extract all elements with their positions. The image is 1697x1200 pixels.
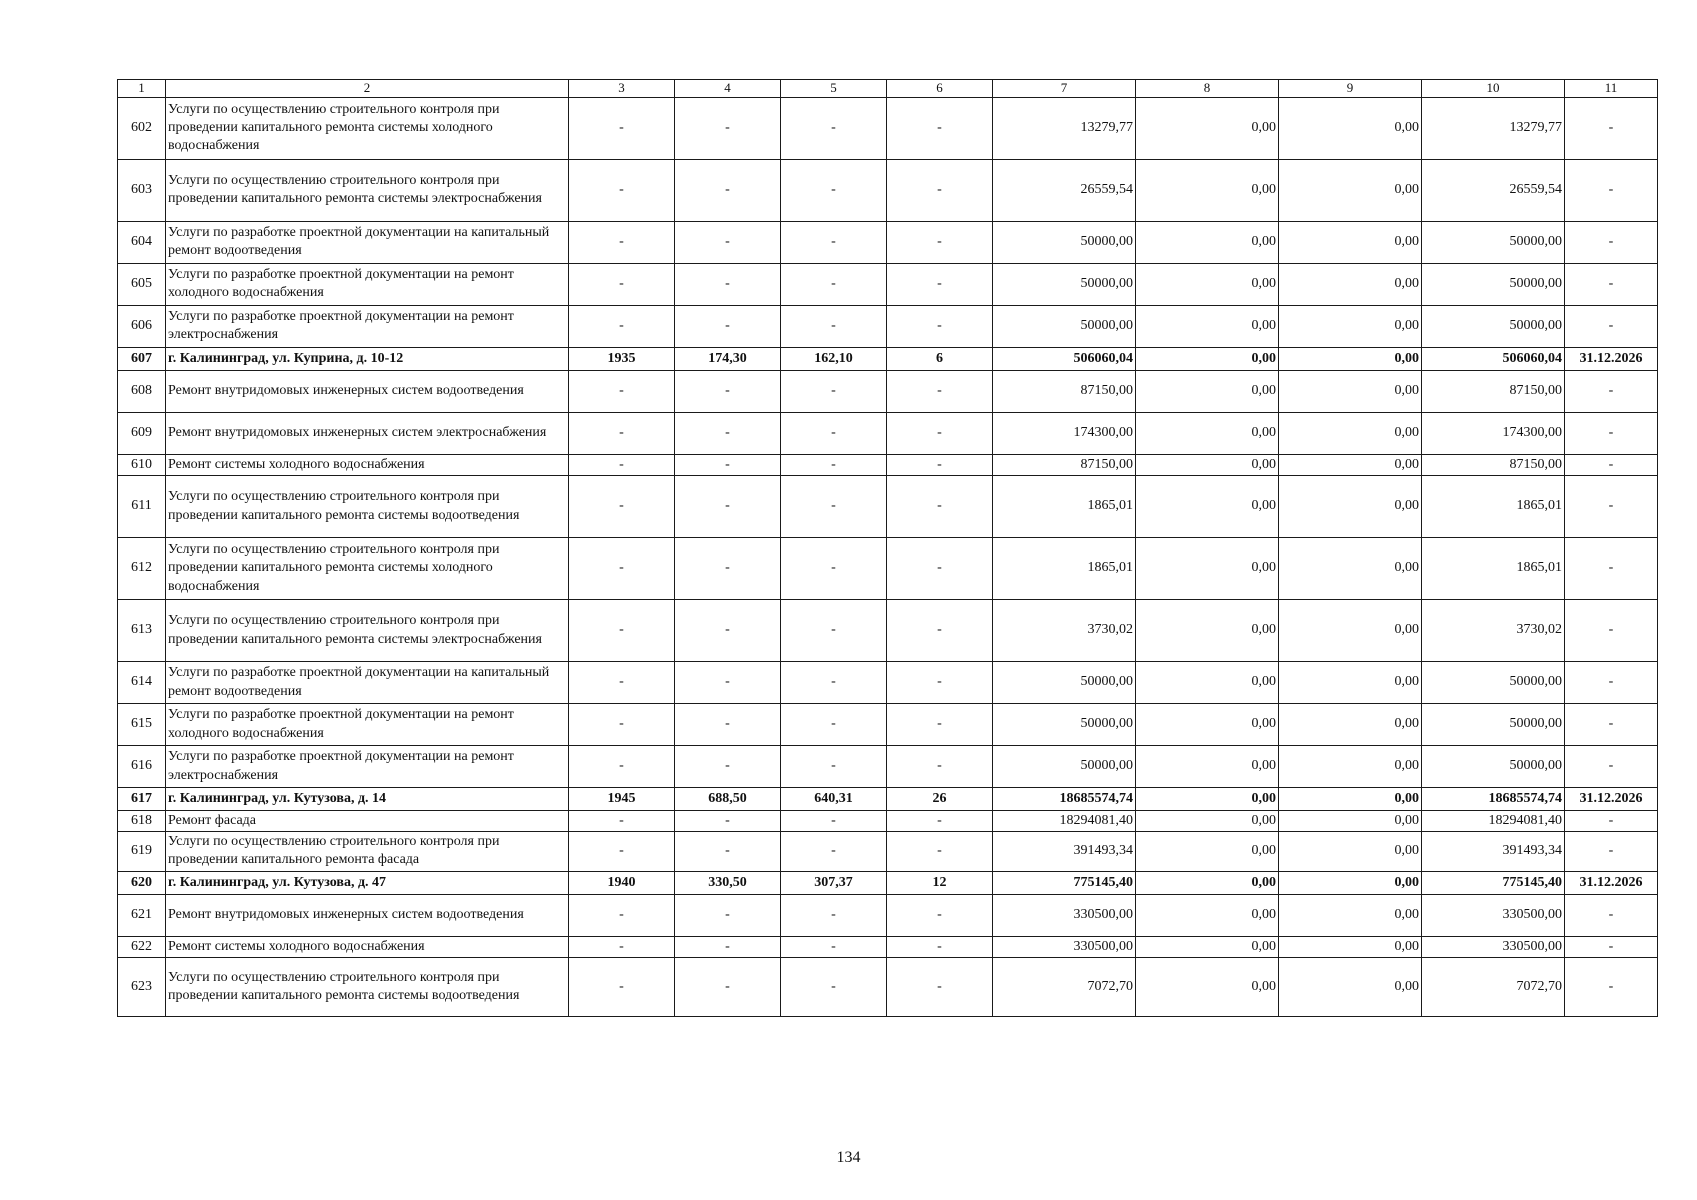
work-description-cell: Услуги по разработке проектной документации на капитальный ремонт водоотведения (166, 662, 569, 704)
header-cell-3: 3 (569, 80, 675, 98)
living-area-cell: - (781, 811, 887, 832)
cost-col-8-cell: 0,00 (1136, 263, 1279, 305)
total-area-cell: - (675, 936, 781, 957)
table-row (118, 97, 1658, 159)
total-area-cell: - (675, 600, 781, 662)
residents-count-cell: - (887, 305, 993, 347)
living-area-cell: - (781, 97, 887, 159)
year-built-cell: - (569, 412, 675, 454)
work-description-cell: Ремонт системы холодного водоснабжения (166, 936, 569, 957)
header-cell-4: 4 (675, 80, 781, 98)
living-area-cell: - (781, 305, 887, 347)
page-number: 134 (836, 1149, 861, 1166)
table-row (118, 454, 1658, 475)
total-area-cell: - (675, 538, 781, 600)
work-description-cell: Услуги по осуществлению строительного контроля при проведении капитального ремонта системы холодного водоснабжения (166, 538, 569, 600)
year-built-cell: - (569, 662, 675, 704)
header-cell-9: 9 (1279, 80, 1422, 98)
residents-count-cell: - (887, 454, 993, 475)
year-built-cell: - (569, 936, 675, 957)
cost-col-10-cell: 50000,00 (1422, 746, 1565, 788)
living-area-cell: - (781, 704, 887, 746)
table-row (118, 662, 1658, 704)
total-area-cell: - (675, 221, 781, 263)
residents-count-cell: - (887, 894, 993, 936)
total-cost-cell: 50000,00 (993, 662, 1136, 704)
row-number-cell: 605 (118, 263, 166, 305)
year-built-cell: 1940 (569, 871, 675, 894)
residents-count-cell: - (887, 811, 993, 832)
cost-col-8-cell: 0,00 (1136, 600, 1279, 662)
residents-count-cell: - (887, 476, 993, 538)
work-description-cell: Услуги по осуществлению строительного контроля при проведении капитального ремонта системы электроснабжения (166, 600, 569, 662)
total-area-cell: - (675, 263, 781, 305)
cost-col-10-cell: 506060,04 (1422, 347, 1565, 370)
address-row (118, 871, 1658, 894)
total-area-cell: - (675, 370, 781, 412)
row-number-cell: 610 (118, 454, 166, 475)
work-description-cell: г. Калининград, ул. Куприна, д. 10-12 (166, 347, 569, 370)
cost-col-8-cell: 0,00 (1136, 894, 1279, 936)
total-cost-cell: 50000,00 (993, 263, 1136, 305)
row-number-cell: 604 (118, 221, 166, 263)
header-cell-2: 2 (166, 80, 569, 98)
cost-col-9-cell: 0,00 (1279, 957, 1422, 1016)
work-description-cell: г. Калининград, ул. Кутузова, д. 14 (166, 788, 569, 811)
cost-col-10-cell: 87150,00 (1422, 370, 1565, 412)
total-area-cell: - (675, 412, 781, 454)
living-area-cell: - (781, 476, 887, 538)
living-area-cell: - (781, 454, 887, 475)
work-description-cell: Услуги по разработке проектной документации на ремонт холодного водоснабжения (166, 263, 569, 305)
residents-count-cell: - (887, 538, 993, 600)
completion-date-cell: - (1565, 746, 1658, 788)
total-area-cell: - (675, 832, 781, 871)
table-row (118, 600, 1658, 662)
residents-count-cell: - (887, 600, 993, 662)
total-area-cell: - (675, 476, 781, 538)
total-area-cell: - (675, 704, 781, 746)
cost-col-10-cell: 26559,54 (1422, 159, 1565, 221)
year-built-cell: 1945 (569, 788, 675, 811)
header-cell-1: 1 (118, 80, 166, 98)
cost-col-10-cell: 50000,00 (1422, 305, 1565, 347)
completion-date-cell: - (1565, 811, 1658, 832)
work-description-cell: Услуги по разработке проектной документации на ремонт электроснабжения (166, 746, 569, 788)
table-row (118, 936, 1658, 957)
cost-col-9-cell: 0,00 (1279, 97, 1422, 159)
residents-count-cell: - (887, 412, 993, 454)
total-area-cell: - (675, 454, 781, 475)
living-area-cell: 307,37 (781, 871, 887, 894)
cost-col-8-cell: 0,00 (1136, 305, 1279, 347)
table-row (118, 704, 1658, 746)
table-row (118, 221, 1658, 263)
cost-col-8-cell: 0,00 (1136, 476, 1279, 538)
cost-col-8-cell: 0,00 (1136, 936, 1279, 957)
work-description-cell: г. Калининград, ул. Кутузова, д. 47 (166, 871, 569, 894)
total-cost-cell: 13279,77 (993, 97, 1136, 159)
year-built-cell: - (569, 832, 675, 871)
work-description-cell: Услуги по осуществлению строительного контроля при проведении капитального ремонта системы электроснабжения (166, 159, 569, 221)
work-description-cell: Услуги по осуществлению строительного контроля при проведении капитального ремонта системы холодного водоснабжения (166, 97, 569, 159)
cost-col-10-cell: 18294081,40 (1422, 811, 1565, 832)
completion-date-cell: - (1565, 97, 1658, 159)
row-number-cell: 619 (118, 832, 166, 871)
total-area-cell: 330,50 (675, 871, 781, 894)
address-row (118, 788, 1658, 811)
residents-count-cell: - (887, 97, 993, 159)
row-number-cell: 623 (118, 957, 166, 1016)
year-built-cell: - (569, 221, 675, 263)
year-built-cell: - (569, 894, 675, 936)
completion-date-cell: - (1565, 476, 1658, 538)
row-number-cell: 609 (118, 412, 166, 454)
cost-col-10-cell: 1865,01 (1422, 476, 1565, 538)
year-built-cell: - (569, 97, 675, 159)
cost-col-8-cell: 0,00 (1136, 832, 1279, 871)
cost-col-8-cell: 0,00 (1136, 370, 1279, 412)
total-area-cell: - (675, 97, 781, 159)
residents-count-cell: 12 (887, 871, 993, 894)
completion-date-cell: - (1565, 894, 1658, 936)
cost-col-8-cell: 0,00 (1136, 704, 1279, 746)
cost-col-10-cell: 1865,01 (1422, 538, 1565, 600)
total-area-cell: - (675, 894, 781, 936)
cost-col-8-cell: 0,00 (1136, 221, 1279, 263)
total-cost-cell: 50000,00 (993, 704, 1136, 746)
work-description-cell: Услуги по разработке проектной документации на ремонт холодного водоснабжения (166, 704, 569, 746)
living-area-cell: - (781, 832, 887, 871)
total-cost-cell: 391493,34 (993, 832, 1136, 871)
cost-col-9-cell: 0,00 (1279, 894, 1422, 936)
header-cell-7: 7 (993, 80, 1136, 98)
cost-col-10-cell: 391493,34 (1422, 832, 1565, 871)
completion-date-cell: - (1565, 957, 1658, 1016)
table-row (118, 811, 1658, 832)
completion-date-cell: - (1565, 538, 1658, 600)
living-area-cell: - (781, 538, 887, 600)
row-number-cell: 602 (118, 97, 166, 159)
work-description-cell: Ремонт внутридомовых инженерных систем водоотведения (166, 894, 569, 936)
living-area-cell: - (781, 159, 887, 221)
cost-col-10-cell: 50000,00 (1422, 704, 1565, 746)
living-area-cell: - (781, 746, 887, 788)
row-number-cell: 612 (118, 538, 166, 600)
completion-date-cell: - (1565, 159, 1658, 221)
residents-count-cell: - (887, 370, 993, 412)
completion-date-cell: - (1565, 704, 1658, 746)
row-number-cell: 614 (118, 662, 166, 704)
work-description-cell: Услуги по осуществлению строительного контроля при проведении капитального ремонта фасада (166, 832, 569, 871)
cost-col-9-cell: 0,00 (1279, 746, 1422, 788)
residents-count-cell: - (887, 662, 993, 704)
row-number-cell: 613 (118, 600, 166, 662)
completion-date-cell: - (1565, 936, 1658, 957)
total-cost-cell: 330500,00 (993, 894, 1136, 936)
cost-col-9-cell: 0,00 (1279, 832, 1422, 871)
cost-col-10-cell: 13279,77 (1422, 97, 1565, 159)
work-description-cell: Ремонт внутридомовых инженерных систем электроснабжения (166, 412, 569, 454)
row-number-cell: 616 (118, 746, 166, 788)
cost-col-8-cell: 0,00 (1136, 662, 1279, 704)
works-table (117, 79, 1658, 1017)
cost-col-8-cell: 0,00 (1136, 159, 1279, 221)
cost-col-9-cell: 0,00 (1279, 936, 1422, 957)
total-area-cell: - (675, 305, 781, 347)
year-built-cell: - (569, 538, 675, 600)
header-cell-10: 10 (1422, 80, 1565, 98)
cost-col-9-cell: 0,00 (1279, 811, 1422, 832)
row-number-cell: 606 (118, 305, 166, 347)
total-area-cell: - (675, 957, 781, 1016)
total-cost-cell: 50000,00 (993, 221, 1136, 263)
residents-count-cell: - (887, 832, 993, 871)
total-cost-cell: 18294081,40 (993, 811, 1136, 832)
total-cost-cell: 26559,54 (993, 159, 1136, 221)
year-built-cell: - (569, 811, 675, 832)
living-area-cell: - (781, 263, 887, 305)
residents-count-cell: - (887, 221, 993, 263)
total-cost-cell: 87150,00 (993, 454, 1136, 475)
total-cost-cell: 330500,00 (993, 936, 1136, 957)
table-row (118, 832, 1658, 871)
column-number-header (118, 80, 1658, 98)
living-area-cell: 162,10 (781, 347, 887, 370)
table-row (118, 538, 1658, 600)
header-cell-6: 6 (887, 80, 993, 98)
total-area-cell: - (675, 159, 781, 221)
work-description-cell: Услуги по разработке проектной документации на ремонт электроснабжения (166, 305, 569, 347)
completion-date-cell: - (1565, 412, 1658, 454)
living-area-cell: - (781, 370, 887, 412)
cost-col-9-cell: 0,00 (1279, 347, 1422, 370)
cost-col-8-cell: 0,00 (1136, 347, 1279, 370)
completion-date-cell: 31.12.2026 (1565, 788, 1658, 811)
completion-date-cell: - (1565, 263, 1658, 305)
cost-col-10-cell: 3730,02 (1422, 600, 1565, 662)
residents-count-cell: 26 (887, 788, 993, 811)
residents-count-cell: - (887, 704, 993, 746)
total-area-cell: 688,50 (675, 788, 781, 811)
cost-col-8-cell: 0,00 (1136, 454, 1279, 475)
year-built-cell: - (569, 600, 675, 662)
cost-col-9-cell: 0,00 (1279, 600, 1422, 662)
cost-col-9-cell: 0,00 (1279, 662, 1422, 704)
residents-count-cell: 6 (887, 347, 993, 370)
year-built-cell: - (569, 454, 675, 475)
table-row (118, 305, 1658, 347)
total-cost-cell: 50000,00 (993, 305, 1136, 347)
total-cost-cell: 7072,70 (993, 957, 1136, 1016)
cost-col-8-cell: 0,00 (1136, 788, 1279, 811)
cost-col-9-cell: 0,00 (1279, 704, 1422, 746)
cost-col-9-cell: 0,00 (1279, 871, 1422, 894)
table-row (118, 894, 1658, 936)
cost-col-9-cell: 0,00 (1279, 476, 1422, 538)
table-row (118, 412, 1658, 454)
work-description-cell: Услуги по разработке проектной документации на капитальный ремонт водоотведения (166, 221, 569, 263)
cost-col-10-cell: 50000,00 (1422, 662, 1565, 704)
cost-col-8-cell: 0,00 (1136, 538, 1279, 600)
cost-col-8-cell: 0,00 (1136, 871, 1279, 894)
year-built-cell: - (569, 476, 675, 538)
cost-col-10-cell: 7072,70 (1422, 957, 1565, 1016)
cost-col-9-cell: 0,00 (1279, 538, 1422, 600)
total-cost-cell: 87150,00 (993, 370, 1136, 412)
residents-count-cell: - (887, 936, 993, 957)
table-row (118, 957, 1658, 1016)
living-area-cell: 640,31 (781, 788, 887, 811)
row-number-cell: 620 (118, 871, 166, 894)
year-built-cell: - (569, 159, 675, 221)
cost-col-9-cell: 0,00 (1279, 221, 1422, 263)
total-cost-cell: 1865,01 (993, 538, 1136, 600)
completion-date-cell: - (1565, 662, 1658, 704)
table-row (118, 370, 1658, 412)
completion-date-cell: - (1565, 454, 1658, 475)
row-number-cell: 621 (118, 894, 166, 936)
year-built-cell: - (569, 305, 675, 347)
row-number-cell: 611 (118, 476, 166, 538)
table-row (118, 159, 1658, 221)
total-cost-cell: 50000,00 (993, 746, 1136, 788)
work-description-cell: Услуги по осуществлению строительного контроля при проведении капитального ремонта системы водоотведения (166, 957, 569, 1016)
residents-count-cell: - (887, 957, 993, 1016)
cost-col-9-cell: 0,00 (1279, 159, 1422, 221)
cost-col-10-cell: 775145,40 (1422, 871, 1565, 894)
completion-date-cell: 31.12.2026 (1565, 347, 1658, 370)
table-row (118, 746, 1658, 788)
row-number-cell: 618 (118, 811, 166, 832)
cost-col-10-cell: 174300,00 (1422, 412, 1565, 454)
cost-col-8-cell: 0,00 (1136, 412, 1279, 454)
table-row (118, 476, 1658, 538)
year-built-cell: - (569, 957, 675, 1016)
completion-date-cell: 31.12.2026 (1565, 871, 1658, 894)
cost-col-9-cell: 0,00 (1279, 454, 1422, 475)
cost-col-10-cell: 50000,00 (1422, 263, 1565, 305)
cost-col-10-cell: 18685574,74 (1422, 788, 1565, 811)
table-row (118, 263, 1658, 305)
row-number-cell: 608 (118, 370, 166, 412)
total-cost-cell: 775145,40 (993, 871, 1136, 894)
row-number-cell: 603 (118, 159, 166, 221)
total-cost-cell: 18685574,74 (993, 788, 1136, 811)
living-area-cell: - (781, 221, 887, 263)
cost-col-9-cell: 0,00 (1279, 412, 1422, 454)
living-area-cell: - (781, 936, 887, 957)
living-area-cell: - (781, 662, 887, 704)
residents-count-cell: - (887, 159, 993, 221)
year-built-cell: - (569, 263, 675, 305)
header-cell-5: 5 (781, 80, 887, 98)
living-area-cell: - (781, 600, 887, 662)
total-cost-cell: 174300,00 (993, 412, 1136, 454)
cost-col-9-cell: 0,00 (1279, 788, 1422, 811)
work-description-cell: Услуги по осуществлению строительного контроля при проведении капитального ремонта системы водоотведения (166, 476, 569, 538)
cost-col-10-cell: 87150,00 (1422, 454, 1565, 475)
cost-col-10-cell: 330500,00 (1422, 894, 1565, 936)
work-description-cell: Ремонт внутридомовых инженерных систем водоотведения (166, 370, 569, 412)
header-cell-11: 11 (1565, 80, 1658, 98)
completion-date-cell: - (1565, 832, 1658, 871)
living-area-cell: - (781, 957, 887, 1016)
cost-col-9-cell: 0,00 (1279, 263, 1422, 305)
work-description-cell: Ремонт фасада (166, 811, 569, 832)
total-area-cell: - (675, 746, 781, 788)
cost-col-9-cell: 0,00 (1279, 370, 1422, 412)
row-number-cell: 607 (118, 347, 166, 370)
total-cost-cell: 506060,04 (993, 347, 1136, 370)
completion-date-cell: - (1565, 305, 1658, 347)
row-number-cell: 615 (118, 704, 166, 746)
year-built-cell: 1935 (569, 347, 675, 370)
year-built-cell: - (569, 704, 675, 746)
living-area-cell: - (781, 894, 887, 936)
cost-col-10-cell: 50000,00 (1422, 221, 1565, 263)
cost-col-8-cell: 0,00 (1136, 97, 1279, 159)
living-area-cell: - (781, 412, 887, 454)
completion-date-cell: - (1565, 600, 1658, 662)
cost-col-8-cell: 0,00 (1136, 746, 1279, 788)
residents-count-cell: - (887, 263, 993, 305)
residents-count-cell: - (887, 746, 993, 788)
total-cost-cell: 3730,02 (993, 600, 1136, 662)
total-cost-cell: 1865,01 (993, 476, 1136, 538)
row-number-cell: 622 (118, 936, 166, 957)
completion-date-cell: - (1565, 370, 1658, 412)
cost-col-9-cell: 0,00 (1279, 305, 1422, 347)
row-number-cell: 617 (118, 788, 166, 811)
completion-date-cell: - (1565, 221, 1658, 263)
address-row (118, 347, 1658, 370)
year-built-cell: - (569, 370, 675, 412)
total-area-cell: 174,30 (675, 347, 781, 370)
work-description-cell: Ремонт системы холодного водоснабжения (166, 454, 569, 475)
year-built-cell: - (569, 746, 675, 788)
cost-col-8-cell: 0,00 (1136, 957, 1279, 1016)
total-area-cell: - (675, 811, 781, 832)
header-cell-8: 8 (1136, 80, 1279, 98)
total-area-cell: - (675, 662, 781, 704)
cost-col-10-cell: 330500,00 (1422, 936, 1565, 957)
cost-col-8-cell: 0,00 (1136, 811, 1279, 832)
